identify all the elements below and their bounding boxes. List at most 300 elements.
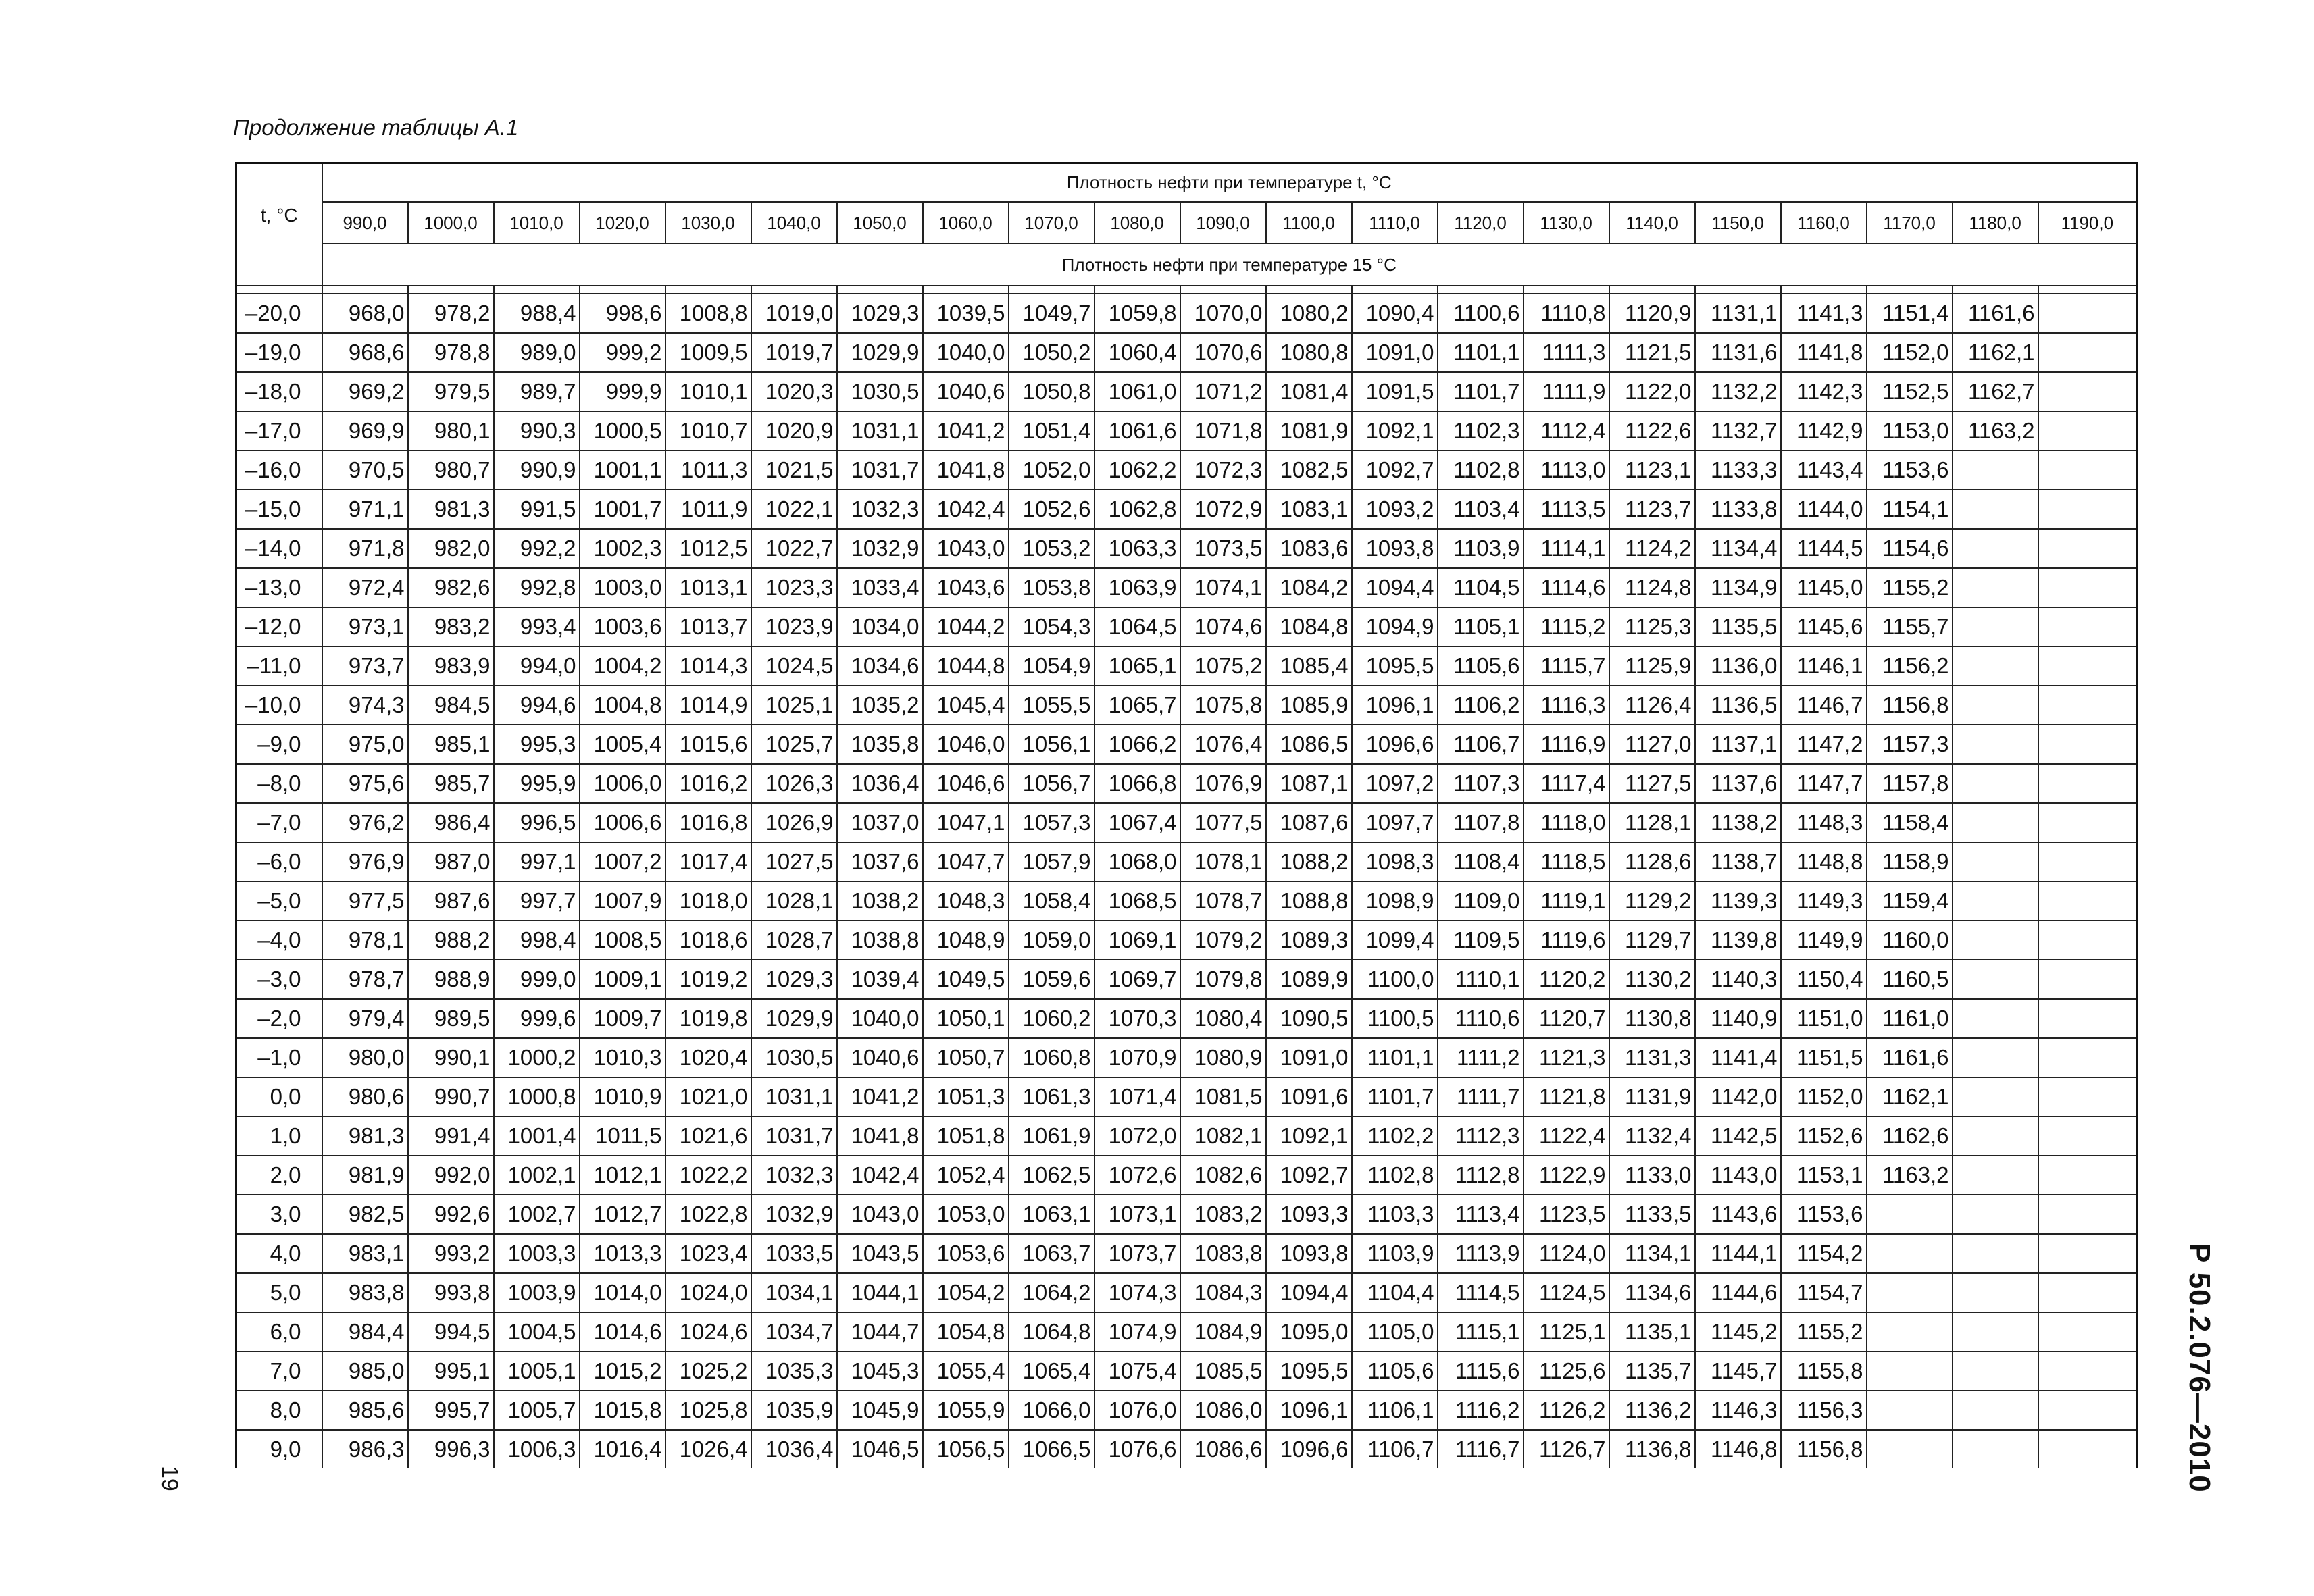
density-cell: 1072,9 [1180, 490, 1266, 529]
temperature-cell: –15,0 [236, 490, 322, 529]
density-cell: 1117,4 [1524, 764, 1609, 803]
density-cell [1867, 1312, 1953, 1352]
density-cell: 1115,1 [1438, 1312, 1524, 1352]
density-cell: 1004,5 [494, 1312, 580, 1352]
density-cell: 1073,7 [1095, 1234, 1180, 1273]
density-cell: 1077,5 [1180, 803, 1266, 842]
density-cell: 992,2 [494, 529, 580, 568]
density-cell: 1110,6 [1438, 999, 1524, 1038]
table-row [236, 725, 2137, 764]
density-cell: 1014,6 [580, 1312, 665, 1352]
density-cell: 1151,4 [1867, 294, 1953, 333]
density-cell: 994,5 [408, 1312, 494, 1352]
density-cell: 1043,6 [923, 568, 1009, 607]
density-cell: 1016,8 [665, 803, 751, 842]
density-cell: 1101,7 [1438, 372, 1524, 411]
density-cell: 1147,2 [1781, 725, 1867, 764]
density-cell: 1029,9 [751, 999, 837, 1038]
table-row [236, 607, 2137, 646]
density-cell: 1102,3 [1438, 411, 1524, 451]
density-cell: 1017,4 [665, 842, 751, 881]
density-cell: 1024,5 [751, 646, 837, 686]
temperature-cell: –5,0 [236, 881, 322, 921]
density-cell: 1083,6 [1266, 529, 1352, 568]
density-cell: 1163,2 [1867, 1156, 1953, 1195]
density-cell: 999,0 [494, 960, 580, 999]
column-header: 1080,0 [1095, 202, 1180, 244]
density-cell [2038, 1156, 2137, 1195]
density-cell: 1100,0 [1352, 960, 1438, 999]
density-cell [2038, 1195, 2137, 1234]
table-caption: Продолжение таблицы А.1 [233, 115, 519, 140]
table-row [236, 1038, 2137, 1077]
density-cell [2038, 881, 2137, 921]
density-cell: 1012,5 [665, 529, 751, 568]
density-cell: 1162,1 [1953, 333, 2038, 372]
density-cell: 1100,6 [1438, 294, 1524, 333]
density-cell: 973,7 [322, 646, 408, 686]
density-cell: 981,9 [322, 1156, 408, 1195]
density-cell: 1141,4 [1695, 1038, 1781, 1077]
density-cell: 1002,7 [494, 1195, 580, 1234]
density-cell: 1113,5 [1524, 490, 1609, 529]
density-cell: 1121,5 [1609, 333, 1695, 372]
density-cell: 1079,2 [1180, 921, 1266, 960]
density-cell: 1148,3 [1781, 803, 1867, 842]
density-cell: 990,9 [494, 451, 580, 490]
density-cell: 1153,1 [1781, 1156, 1867, 1195]
density-cell: 978,1 [322, 921, 408, 960]
density-cell: 1098,9 [1352, 881, 1438, 921]
density-cell: 1143,4 [1781, 451, 1867, 490]
density-cell: 1068,0 [1095, 842, 1180, 881]
table-row [236, 646, 2137, 686]
density-cell: 1010,7 [665, 411, 751, 451]
density-cell [2038, 842, 2137, 881]
density-cell [1953, 1234, 2038, 1273]
temperature-cell: 6,0 [236, 1312, 322, 1352]
temperature-cell: 7,0 [236, 1352, 322, 1391]
density-cell: 1102,8 [1438, 451, 1524, 490]
density-cell: 1045,3 [837, 1352, 923, 1391]
density-cell: 1082,1 [1180, 1116, 1266, 1156]
density-cell: 1161,6 [1867, 1038, 1953, 1077]
density-cell: 1092,1 [1266, 1116, 1352, 1156]
density-cell: 1050,2 [1009, 333, 1095, 372]
density-cell: 1037,6 [837, 842, 923, 881]
temperature-cell: –10,0 [236, 686, 322, 725]
density-cell: 1020,4 [665, 1038, 751, 1077]
density-cell: 1018,6 [665, 921, 751, 960]
density-cell: 1133,8 [1695, 490, 1781, 529]
density-cell: 984,4 [322, 1312, 408, 1352]
density-cell: 1152,5 [1867, 372, 1953, 411]
density-cell: 968,6 [322, 333, 408, 372]
density-cell: 1008,8 [665, 294, 751, 333]
density-cell: 976,2 [322, 803, 408, 842]
density-cell: 1089,3 [1266, 921, 1352, 960]
density-cell: 971,1 [322, 490, 408, 529]
density-cell: 1004,2 [580, 646, 665, 686]
density-cell: 1063,7 [1009, 1234, 1095, 1273]
density-cell: 1001,1 [580, 451, 665, 490]
density-cell: 1139,3 [1695, 881, 1781, 921]
table-row [236, 294, 2137, 333]
density-cell [2038, 921, 2137, 960]
density-cell [2038, 372, 2137, 411]
density-cell: 990,7 [408, 1077, 494, 1116]
density-cell [1867, 1234, 1953, 1273]
density-cell: 991,4 [408, 1116, 494, 1156]
density-cell: 1097,7 [1352, 803, 1438, 842]
density-cell: 1006,0 [580, 764, 665, 803]
density-cell: 1112,8 [1438, 1156, 1524, 1195]
density-cell: 1124,5 [1524, 1273, 1609, 1312]
density-cell: 1010,9 [580, 1077, 665, 1116]
density-cell: 1052,6 [1009, 490, 1095, 529]
density-cell: 1115,7 [1524, 646, 1609, 686]
density-cell: 977,5 [322, 881, 408, 921]
density-cell: 1023,4 [665, 1234, 751, 1273]
density-cell: 1085,5 [1180, 1352, 1266, 1391]
temperature-cell: –8,0 [236, 764, 322, 803]
table-row [236, 451, 2137, 490]
density-cell: 1070,3 [1095, 999, 1180, 1038]
column-header: 1150,0 [1695, 202, 1781, 244]
density-cell: 982,0 [408, 529, 494, 568]
density-cell: 1048,3 [923, 881, 1009, 921]
density-cell: 1056,1 [1009, 725, 1095, 764]
density-cell: 1030,5 [837, 372, 923, 411]
density-cell: 980,1 [408, 411, 494, 451]
density-cell: 1054,2 [923, 1273, 1009, 1312]
density-cell: 1071,2 [1180, 372, 1266, 411]
density-cell: 1156,8 [1867, 686, 1953, 725]
density-cell: 1024,0 [665, 1273, 751, 1312]
density-cell: 1063,3 [1095, 529, 1180, 568]
density-cell: 1113,4 [1438, 1195, 1524, 1234]
density-cell: 1061,9 [1009, 1116, 1095, 1156]
density-cell: 1154,7 [1781, 1273, 1867, 1312]
density-cell: 992,8 [494, 568, 580, 607]
standard-designation: Р 50.2.076—2010 [2183, 1243, 2216, 1493]
density-cell [2038, 686, 2137, 725]
density-cell: 1061,0 [1095, 372, 1180, 411]
density-cell: 1033,4 [837, 568, 923, 607]
density-cell: 1155,8 [1781, 1352, 1867, 1391]
density-cell: 1105,6 [1438, 646, 1524, 686]
density-cell: 1163,2 [1953, 411, 2038, 451]
density-cell: 1092,7 [1352, 451, 1438, 490]
density-cell: 1032,9 [837, 529, 923, 568]
density-cell: 1131,3 [1609, 1038, 1695, 1077]
density-cell: 1054,9 [1009, 646, 1095, 686]
density-cell: 975,0 [322, 725, 408, 764]
density-cell: 1079,8 [1180, 960, 1266, 999]
density-cell: 979,4 [322, 999, 408, 1038]
density-cell: 1109,0 [1438, 881, 1524, 921]
density-cell: 1086,0 [1180, 1391, 1266, 1430]
density-cell: 1071,8 [1180, 411, 1266, 451]
density-cell: 1025,8 [665, 1391, 751, 1430]
density-cell: 1029,9 [837, 333, 923, 372]
density-cell: 1052,0 [1009, 451, 1095, 490]
density-cell: 973,1 [322, 607, 408, 646]
density-cell: 1044,7 [837, 1312, 923, 1352]
column-header: 1010,0 [494, 202, 580, 244]
density-cell [1953, 1077, 2038, 1116]
density-cell: 1157,3 [1867, 725, 1953, 764]
density-cell: 988,9 [408, 960, 494, 999]
density-cell: 1044,1 [837, 1273, 923, 1312]
density-cell: 1094,9 [1352, 607, 1438, 646]
density-cell [2038, 1077, 2137, 1116]
density-cell: 982,6 [408, 568, 494, 607]
density-cell: 1019,0 [751, 294, 837, 333]
density-cell [1953, 803, 2038, 842]
density-cell: 1034,0 [837, 607, 923, 646]
density-cell: 982,5 [322, 1195, 408, 1234]
density-cell: 1053,8 [1009, 568, 1095, 607]
density-cell: 1046,0 [923, 725, 1009, 764]
density-cell [1953, 881, 2038, 921]
column-header: 1060,0 [923, 202, 1009, 244]
temperature-cell: –9,0 [236, 725, 322, 764]
density-cell: 1153,0 [1867, 411, 1953, 451]
density-cell: 1005,7 [494, 1391, 580, 1430]
table-row [236, 568, 2137, 607]
density-cell [2038, 568, 2137, 607]
density-cell: 1065,7 [1095, 686, 1180, 725]
density-cell [1953, 764, 2038, 803]
density-cell: 1113,9 [1438, 1234, 1524, 1273]
density-cell: 1066,8 [1095, 764, 1180, 803]
density-cell: 1087,1 [1266, 764, 1352, 803]
density-cell: 1074,9 [1095, 1312, 1180, 1352]
density-cell: 1060,8 [1009, 1038, 1095, 1077]
density-cell: 1021,5 [751, 451, 837, 490]
density-cell: 989,7 [494, 372, 580, 411]
density-cell: 1134,4 [1695, 529, 1781, 568]
density-cell: 1035,9 [751, 1391, 837, 1430]
density-cell: 989,0 [494, 333, 580, 372]
density-cell: 988,4 [494, 294, 580, 333]
density-cell: 994,6 [494, 686, 580, 725]
temperature-cell: –17,0 [236, 411, 322, 451]
density-cell: 1073,1 [1095, 1195, 1180, 1234]
density-cell: 1006,3 [494, 1430, 580, 1468]
density-cell [2038, 1430, 2137, 1468]
density-cell: 1057,3 [1009, 803, 1095, 842]
density-cell: 1105,6 [1352, 1352, 1438, 1391]
density-cell: 1063,9 [1095, 568, 1180, 607]
density-cell: 1128,6 [1609, 842, 1695, 881]
density-cell [2038, 960, 2137, 999]
density-cell: 1003,0 [580, 568, 665, 607]
density-cell [2038, 999, 2137, 1038]
density-cell: 1151,5 [1781, 1038, 1867, 1077]
density-cell: 1125,3 [1609, 607, 1695, 646]
table-row [236, 1273, 2137, 1312]
density-cell: 1153,6 [1867, 451, 1953, 490]
density-cell: 1047,1 [923, 803, 1009, 842]
density-cell: 1051,8 [923, 1116, 1009, 1156]
density-cell: 1149,3 [1781, 881, 1867, 921]
density-cell: 1146,7 [1781, 686, 1867, 725]
density-cell [1953, 1430, 2038, 1468]
density-cell: 1007,9 [580, 881, 665, 921]
density-cell: 1122,9 [1524, 1156, 1609, 1195]
density-cell: 1125,6 [1524, 1352, 1609, 1391]
density-cell: 1066,2 [1095, 725, 1180, 764]
density-cell [1953, 1273, 2038, 1312]
density-cell: 1103,3 [1352, 1195, 1438, 1234]
density-cell: 1007,2 [580, 842, 665, 881]
density-cell: 1126,4 [1609, 686, 1695, 725]
density-cell: 1092,7 [1266, 1156, 1352, 1195]
density-cell [2038, 646, 2137, 686]
density-cell: 1156,8 [1781, 1430, 1867, 1468]
density-cell: 1142,3 [1781, 372, 1867, 411]
density-cell: 1124,0 [1524, 1234, 1609, 1273]
density-cell: 1113,0 [1524, 451, 1609, 490]
density-cell [2038, 490, 2137, 529]
density-cell: 1088,2 [1266, 842, 1352, 881]
density-cell: 1162,6 [1867, 1116, 1953, 1156]
density-cell: 1106,7 [1352, 1430, 1438, 1468]
density-cell: 1134,6 [1609, 1273, 1695, 1312]
density-cell: 1144,1 [1695, 1234, 1781, 1273]
density-cell [1867, 1273, 1953, 1312]
density-cell: 1156,2 [1867, 646, 1953, 686]
density-cell: 1111,2 [1438, 1038, 1524, 1077]
density-cell: 1119,1 [1524, 881, 1609, 921]
density-cell: 1136,0 [1695, 646, 1781, 686]
density-cell: 1131,6 [1695, 333, 1781, 372]
density-cell: 1020,9 [751, 411, 837, 451]
density-cell: 1059,6 [1009, 960, 1095, 999]
density-cell [2038, 1234, 2137, 1273]
density-cell: 1086,6 [1180, 1430, 1266, 1468]
density-cell: 1011,3 [665, 451, 751, 490]
density-cell: 1135,7 [1609, 1352, 1695, 1391]
column-header: 1090,0 [1180, 202, 1266, 244]
density-cell [1953, 646, 2038, 686]
density-cell: 990,1 [408, 1038, 494, 1077]
density-cell: 1162,1 [1867, 1077, 1953, 1116]
density-cell: 1116,2 [1438, 1391, 1524, 1430]
density-cell: 1140,3 [1695, 960, 1781, 999]
density-cell: 1070,6 [1180, 333, 1266, 372]
density-cell: 1041,2 [923, 411, 1009, 451]
density-cell: 1152,6 [1781, 1116, 1867, 1156]
density-cell: 1043,5 [837, 1234, 923, 1273]
density-cell [2038, 1312, 2137, 1352]
density-cell: 1014,0 [580, 1273, 665, 1312]
density-cell: 1029,3 [837, 294, 923, 333]
density-cell: 1145,7 [1695, 1352, 1781, 1391]
density-cell: 1012,7 [580, 1195, 665, 1234]
density-cell: 968,0 [322, 294, 408, 333]
density-cell [1953, 960, 2038, 999]
table-row [236, 1234, 2137, 1273]
density-cell: 1094,4 [1352, 568, 1438, 607]
density-cell: 1076,0 [1095, 1391, 1180, 1430]
density-cell: 985,1 [408, 725, 494, 764]
density-cell: 970,5 [322, 451, 408, 490]
density-cell: 1108,4 [1438, 842, 1524, 881]
density-cell: 1083,1 [1266, 490, 1352, 529]
density-cell: 1044,2 [923, 607, 1009, 646]
density-cell: 1025,2 [665, 1352, 751, 1391]
temperature-cell: –16,0 [236, 451, 322, 490]
density-cell: 1075,2 [1180, 646, 1266, 686]
density-cell: 1096,6 [1352, 725, 1438, 764]
temperature-cell: 4,0 [236, 1234, 322, 1273]
density-cell: 1010,1 [665, 372, 751, 411]
density-cell [1953, 607, 2038, 646]
density-cell: 1036,4 [751, 1430, 837, 1468]
density-cell: 1076,6 [1095, 1430, 1180, 1468]
density-cell: 1072,0 [1095, 1116, 1180, 1156]
density-cell: 1074,6 [1180, 607, 1266, 646]
density-cell: 983,1 [322, 1234, 408, 1273]
density-cell: 1150,4 [1781, 960, 1867, 999]
density-cell [1953, 1195, 2038, 1234]
density-cell: 1110,8 [1524, 294, 1609, 333]
density-cell: 1072,3 [1180, 451, 1266, 490]
density-cell: 1158,4 [1867, 803, 1953, 842]
density-cell: 1153,6 [1781, 1195, 1867, 1234]
density-cell: 1149,9 [1781, 921, 1867, 960]
density-cell: 1105,1 [1438, 607, 1524, 646]
density-cell: 1115,6 [1438, 1352, 1524, 1391]
density-cell: 1123,5 [1524, 1195, 1609, 1234]
density-cell: 1065,1 [1095, 646, 1180, 686]
density-cell: 1040,6 [923, 372, 1009, 411]
density-cell: 984,5 [408, 686, 494, 725]
density-cell: 983,2 [408, 607, 494, 646]
density-cell: 1075,8 [1180, 686, 1266, 725]
density-cell: 1009,5 [665, 333, 751, 372]
density-cell: 979,5 [408, 372, 494, 411]
density-cell: 998,6 [580, 294, 665, 333]
density-cell: 1026,3 [751, 764, 837, 803]
density-cell: 1044,8 [923, 646, 1009, 686]
density-cell: 997,7 [494, 881, 580, 921]
density-cell: 1135,5 [1695, 607, 1781, 646]
density-cell: 1038,8 [837, 921, 923, 960]
temperature-cell: –3,0 [236, 960, 322, 999]
density-cell: 1091,5 [1352, 372, 1438, 411]
density-cell: 1025,7 [751, 725, 837, 764]
density-cell: 1020,3 [751, 372, 837, 411]
column-header: 1070,0 [1009, 202, 1095, 244]
density-cell: 1115,2 [1524, 607, 1609, 646]
density-cell: 1003,3 [494, 1234, 580, 1273]
density-at-t-header: Плотность нефти при температуре t, °С [322, 163, 2137, 203]
density-cell: 1102,8 [1352, 1156, 1438, 1195]
density-cell: 1058,4 [1009, 881, 1095, 921]
density-cell: 1081,9 [1266, 411, 1352, 451]
density-cell: 1123,7 [1609, 490, 1695, 529]
density-cell: 1145,2 [1695, 1312, 1781, 1352]
density-cell: 1091,0 [1352, 333, 1438, 372]
density-cell: 1137,6 [1695, 764, 1781, 803]
density-cell: 987,6 [408, 881, 494, 921]
density-cell: 1125,1 [1524, 1312, 1609, 1352]
temperature-cell: 3,0 [236, 1195, 322, 1234]
